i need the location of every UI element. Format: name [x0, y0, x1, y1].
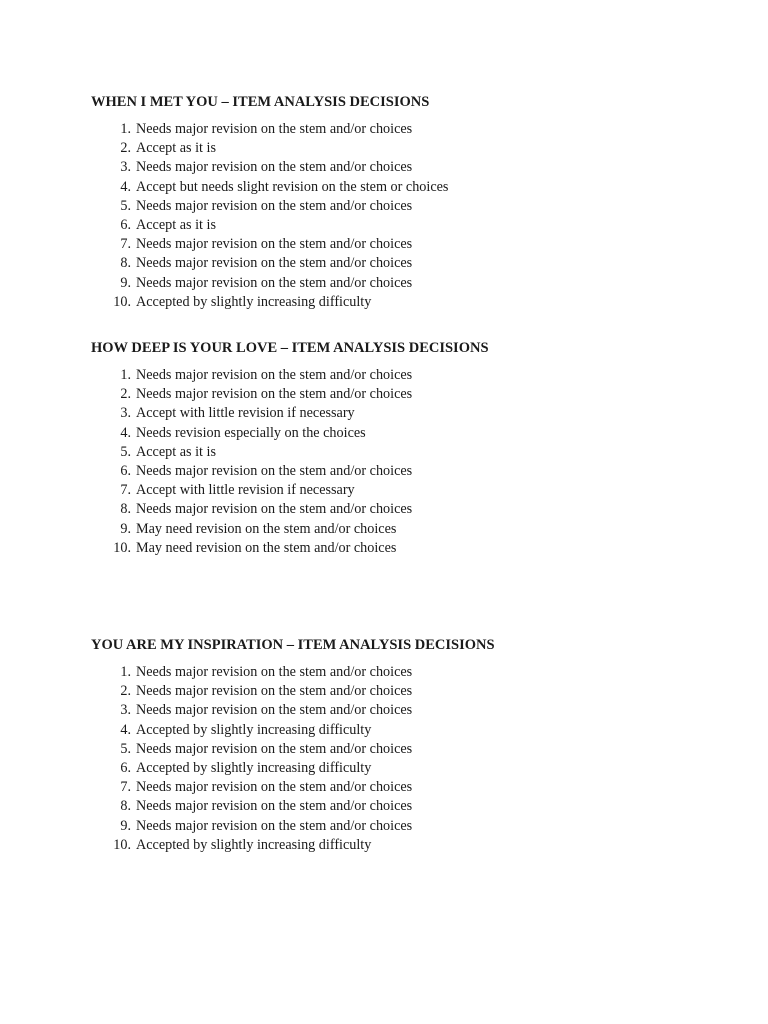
item-number: 4.: [120, 178, 131, 195]
item-number: 1.: [120, 121, 131, 137]
item-text: Needs major revision on the stem and/or choices: [136, 740, 413, 757]
item-text: Needs major revision on the stem and/or choices: [136, 121, 413, 137]
item-number: 7.: [120, 236, 131, 253]
item-text: May need revision on the stem and/or choices: [136, 520, 397, 537]
list-item: [91, 797, 731, 816]
list-item: [91, 443, 731, 462]
item-text: May need revision on the stem and/or choices: [136, 539, 397, 556]
list-item: [91, 197, 731, 216]
item-text: Accept with little revision if necessary: [136, 405, 355, 422]
item-text: Needs major revision on the stem and/or choices: [136, 462, 413, 479]
list-item: [91, 721, 731, 740]
item-text: Needs major revision on the stem and/or choices: [136, 197, 413, 214]
item-number: 6.: [120, 216, 131, 233]
list-item: [91, 663, 731, 682]
decision-list: [91, 120, 731, 312]
section-how-deep-is-your-love: [91, 339, 731, 558]
item-number: 5.: [120, 740, 131, 757]
item-number: 4.: [120, 424, 131, 441]
list-item: [91, 500, 731, 519]
item-text: Needs major revision on the stem and/or choices: [136, 702, 413, 719]
item-text: Needs major revision on the stem and/or choices: [136, 159, 413, 176]
list-item: [91, 404, 731, 423]
item-number: 3.: [120, 159, 131, 176]
list-item: [91, 235, 731, 254]
item-text: Needs major revision on the stem and/or choices: [136, 817, 413, 834]
decision-list: [91, 366, 731, 558]
item-number: 9.: [120, 520, 131, 537]
item-number: 6.: [120, 759, 131, 776]
item-number: 5.: [120, 197, 131, 214]
item-text: Needs major revision on the stem and/or choices: [136, 255, 413, 272]
item-number: 2.: [120, 683, 131, 700]
list-item: [91, 740, 731, 759]
list-item: [91, 424, 731, 443]
list-item: [91, 254, 731, 273]
list-item: [91, 759, 731, 778]
list-item: [91, 158, 731, 177]
item-number: 2.: [120, 140, 131, 157]
item-text: Needs major revision on the stem and/or choices: [136, 236, 413, 253]
item-number: 1.: [120, 367, 131, 383]
section-heading: WHEN I MET YOU – ITEM ANALYSIS DECISIONS: [91, 94, 430, 110]
section-heading: HOW DEEP IS YOUR LOVE – ITEM ANALYSIS DECISIONS: [91, 340, 489, 356]
item-text: Accepted by slightly increasing difficulty: [136, 836, 372, 853]
item-text: Needs major revision on the stem and/or choices: [136, 798, 413, 815]
item-number: 7.: [120, 482, 131, 499]
item-number: 4.: [120, 721, 131, 738]
item-number: 10.: [113, 293, 131, 310]
item-number: 8.: [120, 255, 131, 272]
item-text: Accepted by slightly increasing difficulty: [136, 293, 372, 310]
list-item: [91, 520, 731, 539]
item-number: 1.: [120, 664, 131, 680]
section-heading: YOU ARE MY INSPIRATION – ITEM ANALYSIS DECISIONS: [91, 637, 495, 653]
item-text: Accept as it is: [136, 216, 216, 233]
list-item: [91, 778, 731, 797]
list-item: [91, 462, 731, 481]
item-number: 10.: [113, 539, 131, 556]
list-item: [91, 216, 731, 235]
list-item: [91, 385, 731, 404]
item-text: Accepted by slightly increasing difficulty: [136, 721, 372, 738]
item-text: Needs major revision on the stem and/or choices: [136, 664, 413, 680]
item-number: 8.: [120, 501, 131, 518]
list-item: [91, 539, 731, 558]
section-when-i-met-you: [91, 93, 731, 312]
item-text: Accepted by slightly increasing difficulty: [136, 759, 372, 776]
list-item: [91, 481, 731, 500]
item-text: Needs major revision on the stem and/or choices: [136, 683, 413, 700]
list-item: [91, 120, 731, 139]
item-number: 9.: [120, 817, 131, 834]
list-item: [91, 139, 731, 158]
list-item: [91, 836, 731, 855]
item-number: 9.: [120, 274, 131, 291]
item-number: 3.: [120, 702, 131, 719]
item-text: Accept as it is: [136, 140, 216, 157]
item-number: 6.: [120, 462, 131, 479]
section-you-are-my-inspiration: [91, 636, 731, 855]
item-text: Needs major revision on the stem and/or choices: [136, 367, 413, 383]
list-item: [91, 293, 731, 312]
list-item: [91, 274, 731, 293]
item-number: 8.: [120, 798, 131, 815]
decision-list: [91, 663, 731, 855]
item-text: Needs major revision on the stem and/or choices: [136, 274, 413, 291]
list-item: [91, 701, 731, 720]
list-item: [91, 366, 731, 385]
item-number: 10.: [113, 836, 131, 853]
item-text: Accept as it is: [136, 443, 216, 460]
list-item: [91, 178, 731, 197]
item-text: Accept but needs slight revision on the stem or choices: [136, 178, 449, 195]
item-number: 7.: [120, 779, 131, 796]
list-item: [91, 817, 731, 836]
item-text: Needs major revision on the stem and/or choices: [136, 501, 413, 518]
item-text: Needs major revision on the stem and/or choices: [136, 779, 413, 796]
list-item: [91, 682, 731, 701]
item-text: Accept with little revision if necessary: [136, 482, 355, 499]
item-number: 2.: [120, 386, 131, 403]
item-text: Needs revision especially on the choices: [136, 424, 366, 441]
item-text: Needs major revision on the stem and/or choices: [136, 386, 413, 403]
item-number: 3.: [120, 405, 131, 422]
item-number: 5.: [120, 443, 131, 460]
